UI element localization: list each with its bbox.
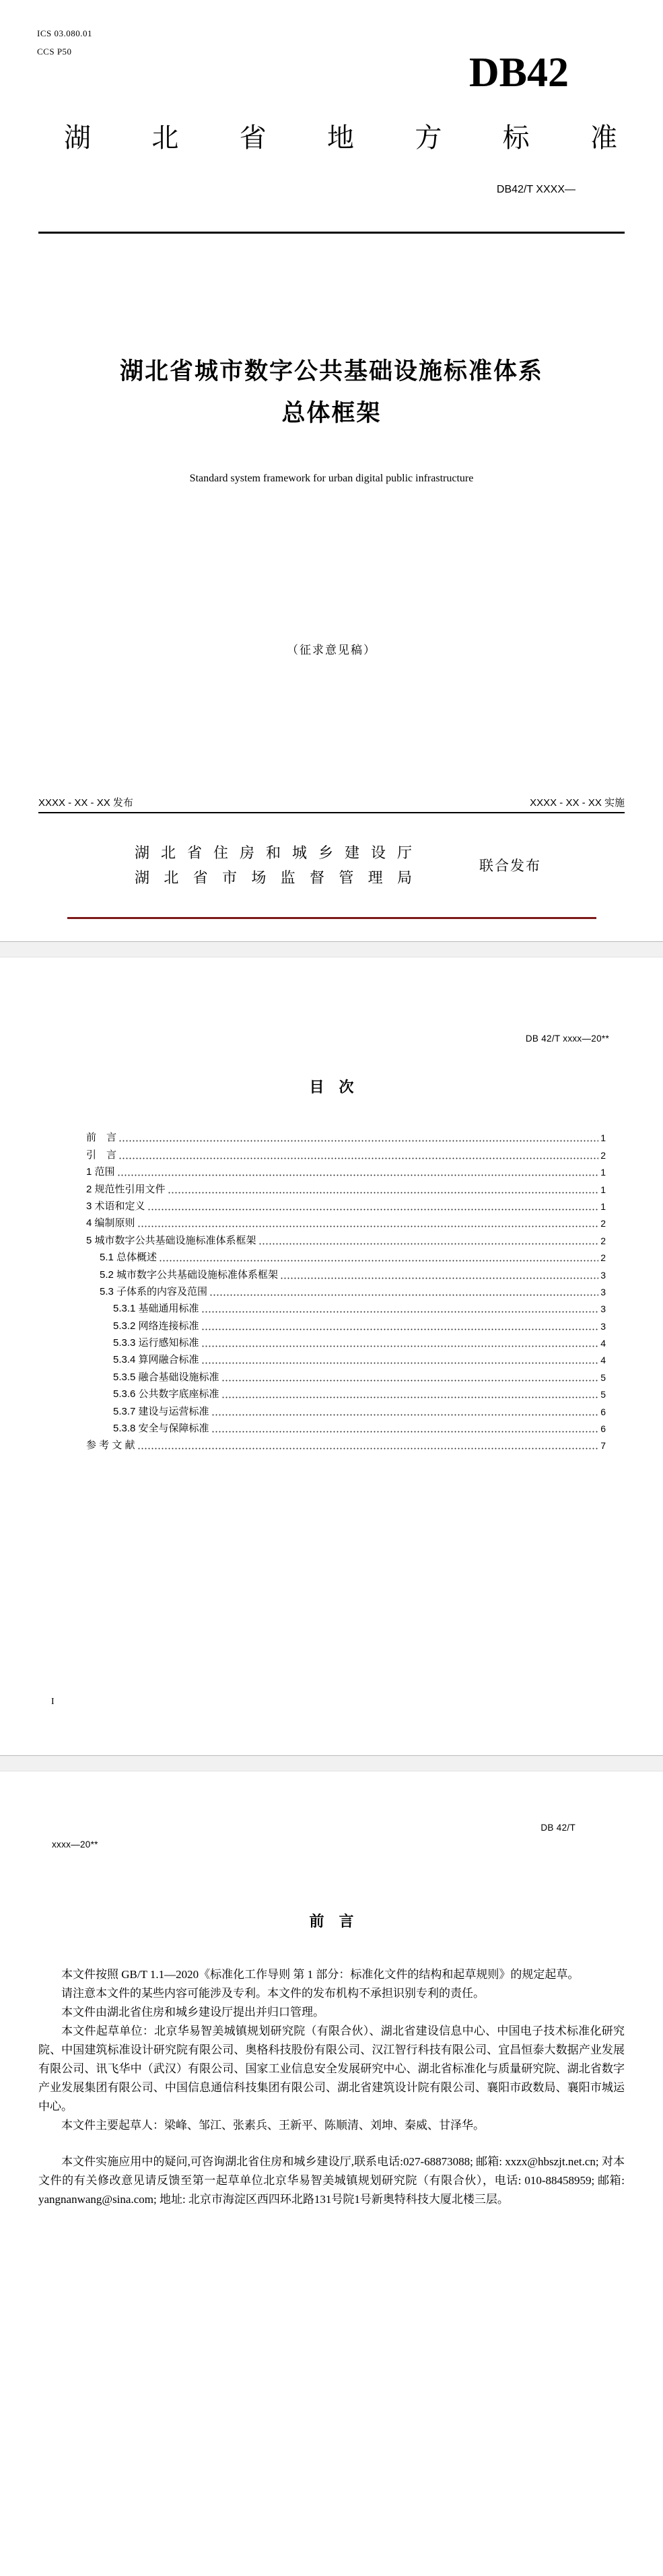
foreword-paragraph: 本文件由湖北省住房和城乡建设厅提出并归口管理。 (61, 2006, 324, 2019)
foreword-paragraph: 请注意本文件的某些内容可能涉及专利。本文件的发布机构不承担识别专利的责任。 (61, 1987, 485, 2000)
foreword-paragraph: 本文件按照 GB/T 1.1—2020《标准化工作导则 第 1 部分：标准化文件的结构和起草规则》的规定起草。 (61, 1968, 580, 1981)
document-title (0, 351, 663, 434)
toc-entry-label: 5 城市数字公共基础设施标准体系框架 (86, 1234, 256, 1246)
toc-entry-label: 参 考 文 献 (86, 1439, 135, 1452)
joint-publish-label: 联合发布 (479, 858, 541, 874)
toc-entry-label: 5.2 城市数字公共基础设施标准体系框架 (100, 1268, 279, 1281)
page-separator-2 (0, 1755, 663, 1771)
toc-entry-label: 5.3.3 运行感知标准 (113, 1337, 199, 1349)
toc-dot-leader (118, 1148, 598, 1163)
toc-page-number: 1 (600, 1167, 606, 1178)
toc-row (86, 1128, 606, 1145)
toc-dot-leader (258, 1233, 599, 1248)
foreword-heading: 前 言 (309, 1913, 354, 1930)
toc-row (86, 1351, 606, 1367)
cover-red-rule (67, 917, 596, 919)
toc-dot-leader (221, 1387, 599, 1402)
toc-row (86, 1163, 606, 1180)
toc-dot-leader (137, 1438, 599, 1453)
toc-page-number: 4 (600, 1355, 606, 1366)
toc-entry-label: 3 术语和定义 (86, 1200, 145, 1212)
toc-page-number: 3 (600, 1269, 606, 1281)
toc-row (86, 1231, 606, 1248)
toc-dot-leader (201, 1353, 599, 1367)
foreword-page (0, 1771, 663, 2576)
toc-entry-label: 5.3.5 融合基础设施标准 (113, 1371, 219, 1383)
folio-page-number: I (51, 1697, 55, 1707)
toc-list (86, 1128, 606, 1453)
toc-row (86, 1299, 606, 1316)
toc-entry-label: 2 规范性引用文件 (86, 1183, 166, 1195)
toc-page-number: 2 (600, 1218, 606, 1229)
toc-entry-label: 5.3.2 网络连接标准 (113, 1320, 199, 1332)
toc-page-number: 6 (600, 1406, 606, 1417)
toc-entry-label: 引 言 (86, 1149, 117, 1161)
toc-page-number: 4 (600, 1338, 606, 1349)
toc-row (86, 1436, 606, 1453)
toc-dot-leader (211, 1404, 599, 1419)
toc-entry-label: 5.3.7 建设与运营标准 (113, 1405, 209, 1417)
publishers (135, 840, 412, 890)
toc-dot-leader (159, 1250, 598, 1265)
toc-page-number: 2 (600, 1252, 606, 1264)
toc-dot-leader (147, 1199, 599, 1214)
toc-row (86, 1402, 606, 1419)
english-subtitle: Standard system framework for urban digital public infrastructure (189, 473, 474, 484)
toc-entry-label: 5.3.8 安全与保障标准 (113, 1423, 209, 1435)
toc-entry-label: 5.3.4 算网融合标准 (113, 1354, 199, 1366)
page-separator-1 (0, 941, 663, 957)
ics-code: ICS 03.080.01 (37, 28, 92, 38)
toc-row (86, 1248, 606, 1265)
cover-page (0, 0, 663, 941)
publisher-1: 湖北省住房和城乡建设厅 (135, 844, 412, 861)
toc-page-number: 1 (600, 1132, 606, 1144)
toc-row (86, 1265, 606, 1282)
toc-entry-label: 1 范围 (86, 1166, 115, 1178)
toc-row (86, 1197, 606, 1214)
implementation-date: XXXX - XX - XX 实施 (530, 797, 625, 809)
toc-page-number: 3 (600, 1286, 606, 1297)
page-header-standard-number: DB 42/T (540, 1823, 575, 1833)
page-header-standard-number: DB 42/T xxxx—20** (525, 1033, 609, 1044)
cover-top-rule (38, 232, 625, 234)
toc-dot-leader (280, 1268, 598, 1283)
toc-dot-leader (211, 1421, 599, 1436)
toc-page-number: 5 (600, 1389, 606, 1400)
publisher-2: 湖北省市场监督管理局 (135, 869, 412, 886)
foreword-paragraph: 本文件实施应用中的疑问,可咨询湖北省住房和城乡建设厅,联系电话:027-68873088; 邮箱: xxzx@hbszjt.net.cn; 对本文件的有关修改意见请反馈至第一起草单位北京华易智美城镇规划研究院（有限合伙），电话: 010-88458959; 邮箱: yangnanwang@sina.com; 地址: 北京市海淀区西四环北路131号院1号新奥特科技大厦北楼三层。 (38, 2155, 625, 2206)
toc-row (86, 1180, 606, 1196)
toc-entry-label: 5.3.6 公共数字底座标准 (113, 1388, 219, 1400)
document-title-line2: 总体框架 (281, 400, 382, 426)
toc-entry-label: 5.3.1 基础通用标准 (113, 1303, 199, 1315)
issue-date: XXXX - XX - XX 发布 (38, 797, 133, 809)
toc-heading: 目 次 (309, 1079, 354, 1095)
toc-row (86, 1145, 606, 1162)
toc-dot-leader (209, 1285, 598, 1299)
toc-page-number: 6 (600, 1423, 606, 1435)
toc-page-number: 5 (600, 1371, 606, 1383)
toc-page-number: 2 (600, 1235, 606, 1246)
toc-page-number: 7 (600, 1440, 606, 1452)
toc-dot-leader (201, 1319, 599, 1334)
toc-page-number: 1 (600, 1184, 606, 1195)
toc-entry-label: 4 编制原则 (86, 1217, 135, 1229)
toc-dot-leader (117, 1165, 599, 1180)
cover-bottom-rule (38, 812, 625, 813)
draft-status-note: （征求意见稿） (287, 644, 376, 656)
standard-type-title: 湖北省地方标准 (64, 123, 617, 153)
toc-page (0, 957, 663, 1755)
toc-row (86, 1283, 606, 1299)
toc-row (86, 1334, 606, 1351)
toc-dot-leader (201, 1336, 599, 1351)
toc-page-number: 3 (600, 1303, 606, 1315)
toc-row (86, 1316, 606, 1333)
toc-dot-leader (137, 1216, 599, 1231)
toc-page-number: 2 (600, 1149, 606, 1161)
toc-dot-leader (168, 1182, 599, 1197)
toc-entry-label: 5.3 子体系的内容及范围 (100, 1285, 208, 1297)
toc-page-number: 3 (600, 1320, 606, 1332)
toc-entry-label: 5.1 总体概述 (100, 1252, 158, 1264)
db42-logo: DB42 (468, 50, 569, 96)
standard-number: DB42/T XXXX— (496, 184, 575, 195)
document-title-line1: 湖北省城市数字公共基础设施标准体系 (119, 358, 543, 384)
foreword-paragraph: 本文件起草单位：北京华易智美城镇规划研究院（有限合伙）、湖北省建设信息中心、中国电子技术标准化研究院、中国建筑标准设计研究院有限公司、奥格科技股份有限公司、汉江智行科技有限公司、宜昌恒泰大数据产业发展有限公司、讯飞华中（武汉）有限公司、国家工业信息安全发展研究中心、湖北省标准化与质量研究院、湖北省数字产业发展集团有限公司、中国信息通信科技集团有限公司、湖北省建筑设计院有限公司、襄阳市政数局、襄阳市城运中心。 (38, 2025, 625, 2113)
toc-page-number: 1 (600, 1200, 606, 1212)
ccs-code: CCS P50 (37, 46, 72, 57)
toc-dot-leader (201, 1301, 599, 1316)
page-header-standard-number-cont: xxxx—20** (52, 1839, 98, 1850)
foreword-paragraph: 本文件主要起草人：梁峰、邹江、张素兵、王新平、陈顺清、刘坤、秦威、甘泽华。 (61, 2119, 485, 2132)
foreword-paragraphs (38, 1965, 625, 2209)
toc-dot-leader (118, 1130, 598, 1145)
toc-row (86, 1367, 606, 1384)
toc-row (86, 1385, 606, 1402)
toc-row (86, 1214, 606, 1231)
toc-row (86, 1419, 606, 1436)
toc-entry-label: 前 言 (86, 1132, 117, 1144)
toc-dot-leader (221, 1370, 599, 1385)
